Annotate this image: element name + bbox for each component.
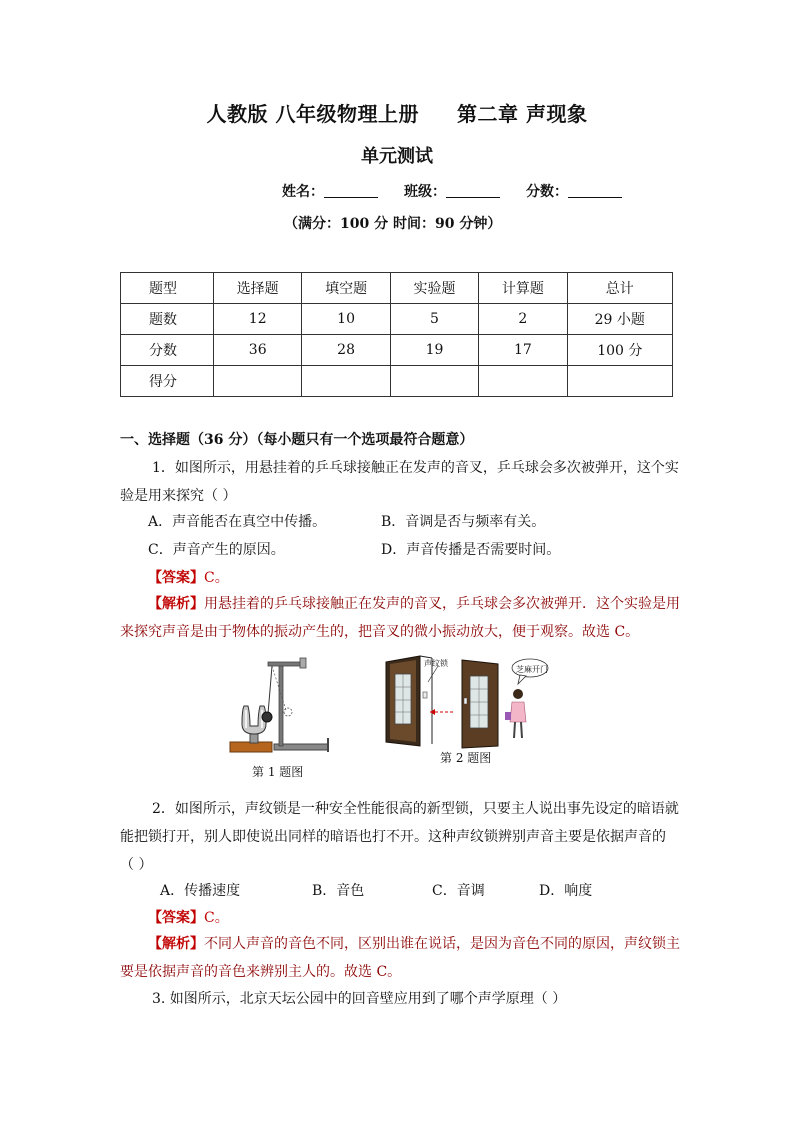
q1-analysis-line1: 用悬挂着的乒乓球接触正在发声的音叉，乒乓球会多次被弹开．这个实验是用 bbox=[204, 596, 680, 612]
exam-meta: （满分：100 分 时间：90 分钟） bbox=[284, 216, 502, 232]
score-label: 分数： bbox=[526, 184, 568, 200]
q1-option-c: C．声音产生的原因。 bbox=[148, 542, 285, 558]
q2-stem-line2: 能把锁打开，别人即使说出同样的暗语也打不开。这种声纹锁辨别声音主要是依据声音的 bbox=[120, 829, 666, 845]
score-table-cell: 得分 bbox=[121, 366, 214, 397]
q1-option-d: D．声音传播是否需要时间。 bbox=[381, 542, 561, 558]
score-table-cell: 36 bbox=[214, 335, 302, 366]
figure-2-bubble-text: 芝麻开门 bbox=[516, 665, 548, 674]
section-heading-choice: 一、选择题（36 分）（每小题只有一个选项最符合题意） bbox=[120, 432, 474, 448]
figure-1-tuning-fork bbox=[222, 654, 334, 760]
student-info-line bbox=[282, 181, 622, 201]
score-table-row bbox=[121, 304, 673, 335]
name-blank[interactable] bbox=[324, 183, 378, 198]
q1-analysis-line2: 来探究声音是由于物体的振动产生的，把音叉的微小振动放大，便于观察。故选 C。 bbox=[120, 624, 640, 640]
score-table-cell: 分数 bbox=[121, 335, 214, 366]
score-table-cell: 2 bbox=[479, 304, 567, 335]
score-table-cell: 28 bbox=[302, 335, 390, 366]
class-label: 班级： bbox=[404, 184, 446, 200]
title-chapter: 第二章 声现象 bbox=[457, 102, 588, 126]
score-blank[interactable] bbox=[568, 183, 622, 198]
q2-stem-line3: （ ） bbox=[120, 857, 153, 873]
score-table-cell: 10 bbox=[302, 304, 390, 335]
q2-option-d: D．响度 bbox=[539, 883, 593, 899]
score-table-cell[interactable] bbox=[479, 366, 567, 397]
q1-answer-tag: 【答案】 bbox=[148, 570, 204, 586]
q2-option-a: A．传播速度 bbox=[160, 883, 241, 899]
q2-analysis-tag: 【解析】 bbox=[148, 936, 204, 952]
score-table-header-cell: 选择题 bbox=[214, 273, 302, 304]
score-table-cell: 题数 bbox=[121, 304, 214, 335]
q2-stem-line1: 2．如图所示，声纹锁是一种安全性能很高的新型锁，只要主人说出事先设定的暗语就 bbox=[152, 801, 679, 817]
q1-analysis bbox=[148, 590, 688, 618]
figure-2-lock-label: 声纹锁 bbox=[424, 659, 448, 668]
class-blank[interactable] bbox=[446, 183, 500, 198]
score-table-cell[interactable] bbox=[567, 366, 672, 397]
score-table-cell[interactable] bbox=[214, 366, 302, 397]
score-table-header-cell: 计算题 bbox=[479, 273, 567, 304]
figure-1-caption: 第 1 题图 bbox=[252, 765, 304, 779]
q2-answer-tag: 【答案】 bbox=[148, 910, 204, 926]
q1-option-a: A．声音能否在真空中传播。 bbox=[148, 514, 327, 530]
title-book: 人教版 八年级物理上册 bbox=[206, 102, 419, 126]
score-table-row bbox=[121, 335, 673, 366]
q2-answer bbox=[148, 907, 229, 927]
score-table-row bbox=[121, 273, 673, 304]
name-label: 姓名： bbox=[282, 184, 324, 200]
page-subtitle: 单元测试 bbox=[361, 146, 433, 167]
q1-stem bbox=[120, 454, 680, 482]
score-table-cell: 100 分 bbox=[567, 335, 672, 366]
q1-answer bbox=[148, 567, 229, 587]
score-table-cell: 17 bbox=[479, 335, 567, 366]
page-title bbox=[0, 98, 794, 127]
q1-option-b: B．音调是否与频率有关。 bbox=[381, 514, 546, 530]
score-table-cell: 19 bbox=[390, 335, 478, 366]
q1-analysis-tag: 【解析】 bbox=[148, 596, 204, 612]
score-table-header-cell: 题型 bbox=[121, 273, 214, 304]
q1-stem-cont bbox=[120, 482, 680, 510]
q1-stem-line1: 1．如图所示，用悬挂着的乒乓球接触正在发声的音叉，乒乓球会多次被弹开，这个实 bbox=[152, 460, 679, 476]
score-table bbox=[120, 272, 673, 397]
q2-answer-text: C。 bbox=[204, 910, 229, 926]
score-table-header-cell: 总计 bbox=[567, 273, 672, 304]
q2-analysis-line2: 要是依据声音的音色来辨别主人的。故选 C。 bbox=[120, 964, 402, 980]
figure-2-caption: 第 2 题图 bbox=[440, 751, 492, 765]
q1-stem-line2: 验是用来探究（ ） bbox=[120, 488, 237, 504]
score-table-cell[interactable] bbox=[390, 366, 478, 397]
q1-answer-text: C。 bbox=[204, 570, 229, 586]
score-table-cell[interactable] bbox=[302, 366, 390, 397]
q2-option-b: B．音色 bbox=[312, 883, 365, 899]
q2-analysis bbox=[148, 930, 688, 958]
score-table-header-cell: 实验题 bbox=[390, 273, 478, 304]
score-table-row bbox=[121, 366, 673, 397]
score-table-header-cell: 填空题 bbox=[302, 273, 390, 304]
score-table-cell: 29 小题 bbox=[567, 304, 672, 335]
score-table-cell: 5 bbox=[390, 304, 478, 335]
score-table-cell: 12 bbox=[214, 304, 302, 335]
q3-stem-line1: 3. 如图所示，北京天坛公园中的回音壁应用到了哪个声学原理（ ） bbox=[152, 991, 567, 1007]
q2-analysis-line1: 不同人声音的音色不同，区别出谁在说话，是因为音色不同的原因，声纹锁主 bbox=[204, 936, 680, 952]
q2-option-c: C．音调 bbox=[432, 883, 485, 899]
